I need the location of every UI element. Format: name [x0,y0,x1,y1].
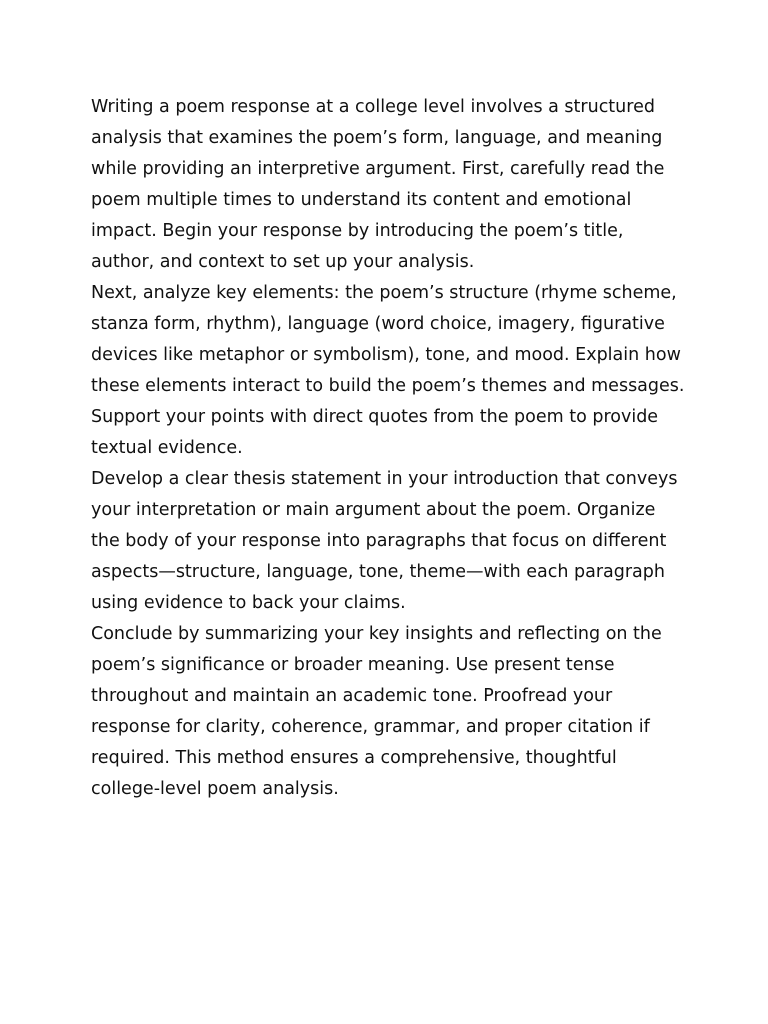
text-line: response for clarity, coherence, grammar, and proper citation if [91,717,650,737]
text-line: using evidence to back your claims. [91,593,406,613]
text-line: poem multiple times to understand its content and emotional [91,190,632,210]
text-line: textual evidence. [91,438,243,458]
text-line: Writing a poem response at a college level involves a structured [91,97,655,117]
text-line: throughout and maintain an academic tone. Proofread your [91,686,613,706]
text-line: while providing an interpretive argument. First, carefully read the [91,159,665,179]
text-line: analysis that examines the poem’s form, language, and meaning [91,128,663,148]
body-text [91,92,691,805]
text-line: the body of your response into paragraphs that focus on different [91,531,667,551]
text-line: poem’s significance or broader meaning. Use present tense [91,655,615,675]
paragraph-conclusion [91,619,691,805]
text-line: stanza form, rhythm), language (word choice, imagery, figurative [91,314,665,334]
text-line: college-level poem analysis. [91,779,339,799]
text-line: author, and context to set up your analysis. [91,252,475,272]
text-line: devices like metaphor or symbolism), tone, and mood. Explain how [91,345,681,365]
paragraph-thesis [91,464,691,619]
text-line: Next, analyze key elements: the poem’s structure (rhyme scheme, [91,283,677,303]
text-line: impact. Begin your response by introducing the poem’s title, [91,221,624,241]
paragraph-intro [91,92,691,278]
text-line: your interpretation or main argument about the poem. Organize [91,500,656,520]
text-line: Support your points with direct quotes from the poem to provide [91,407,659,427]
paragraph-key-elements [91,278,691,464]
text-line: Develop a clear thesis statement in your introduction that conveys [91,469,678,489]
text-line: Conclude by summarizing your key insights and reflecting on the [91,624,662,644]
text-line: aspects—structure, language, tone, theme—with each paragraph [91,562,665,582]
text-line: these elements interact to build the poem’s themes and messages. [91,376,685,396]
text-line: required. This method ensures a comprehensive, thoughtful [91,748,617,768]
